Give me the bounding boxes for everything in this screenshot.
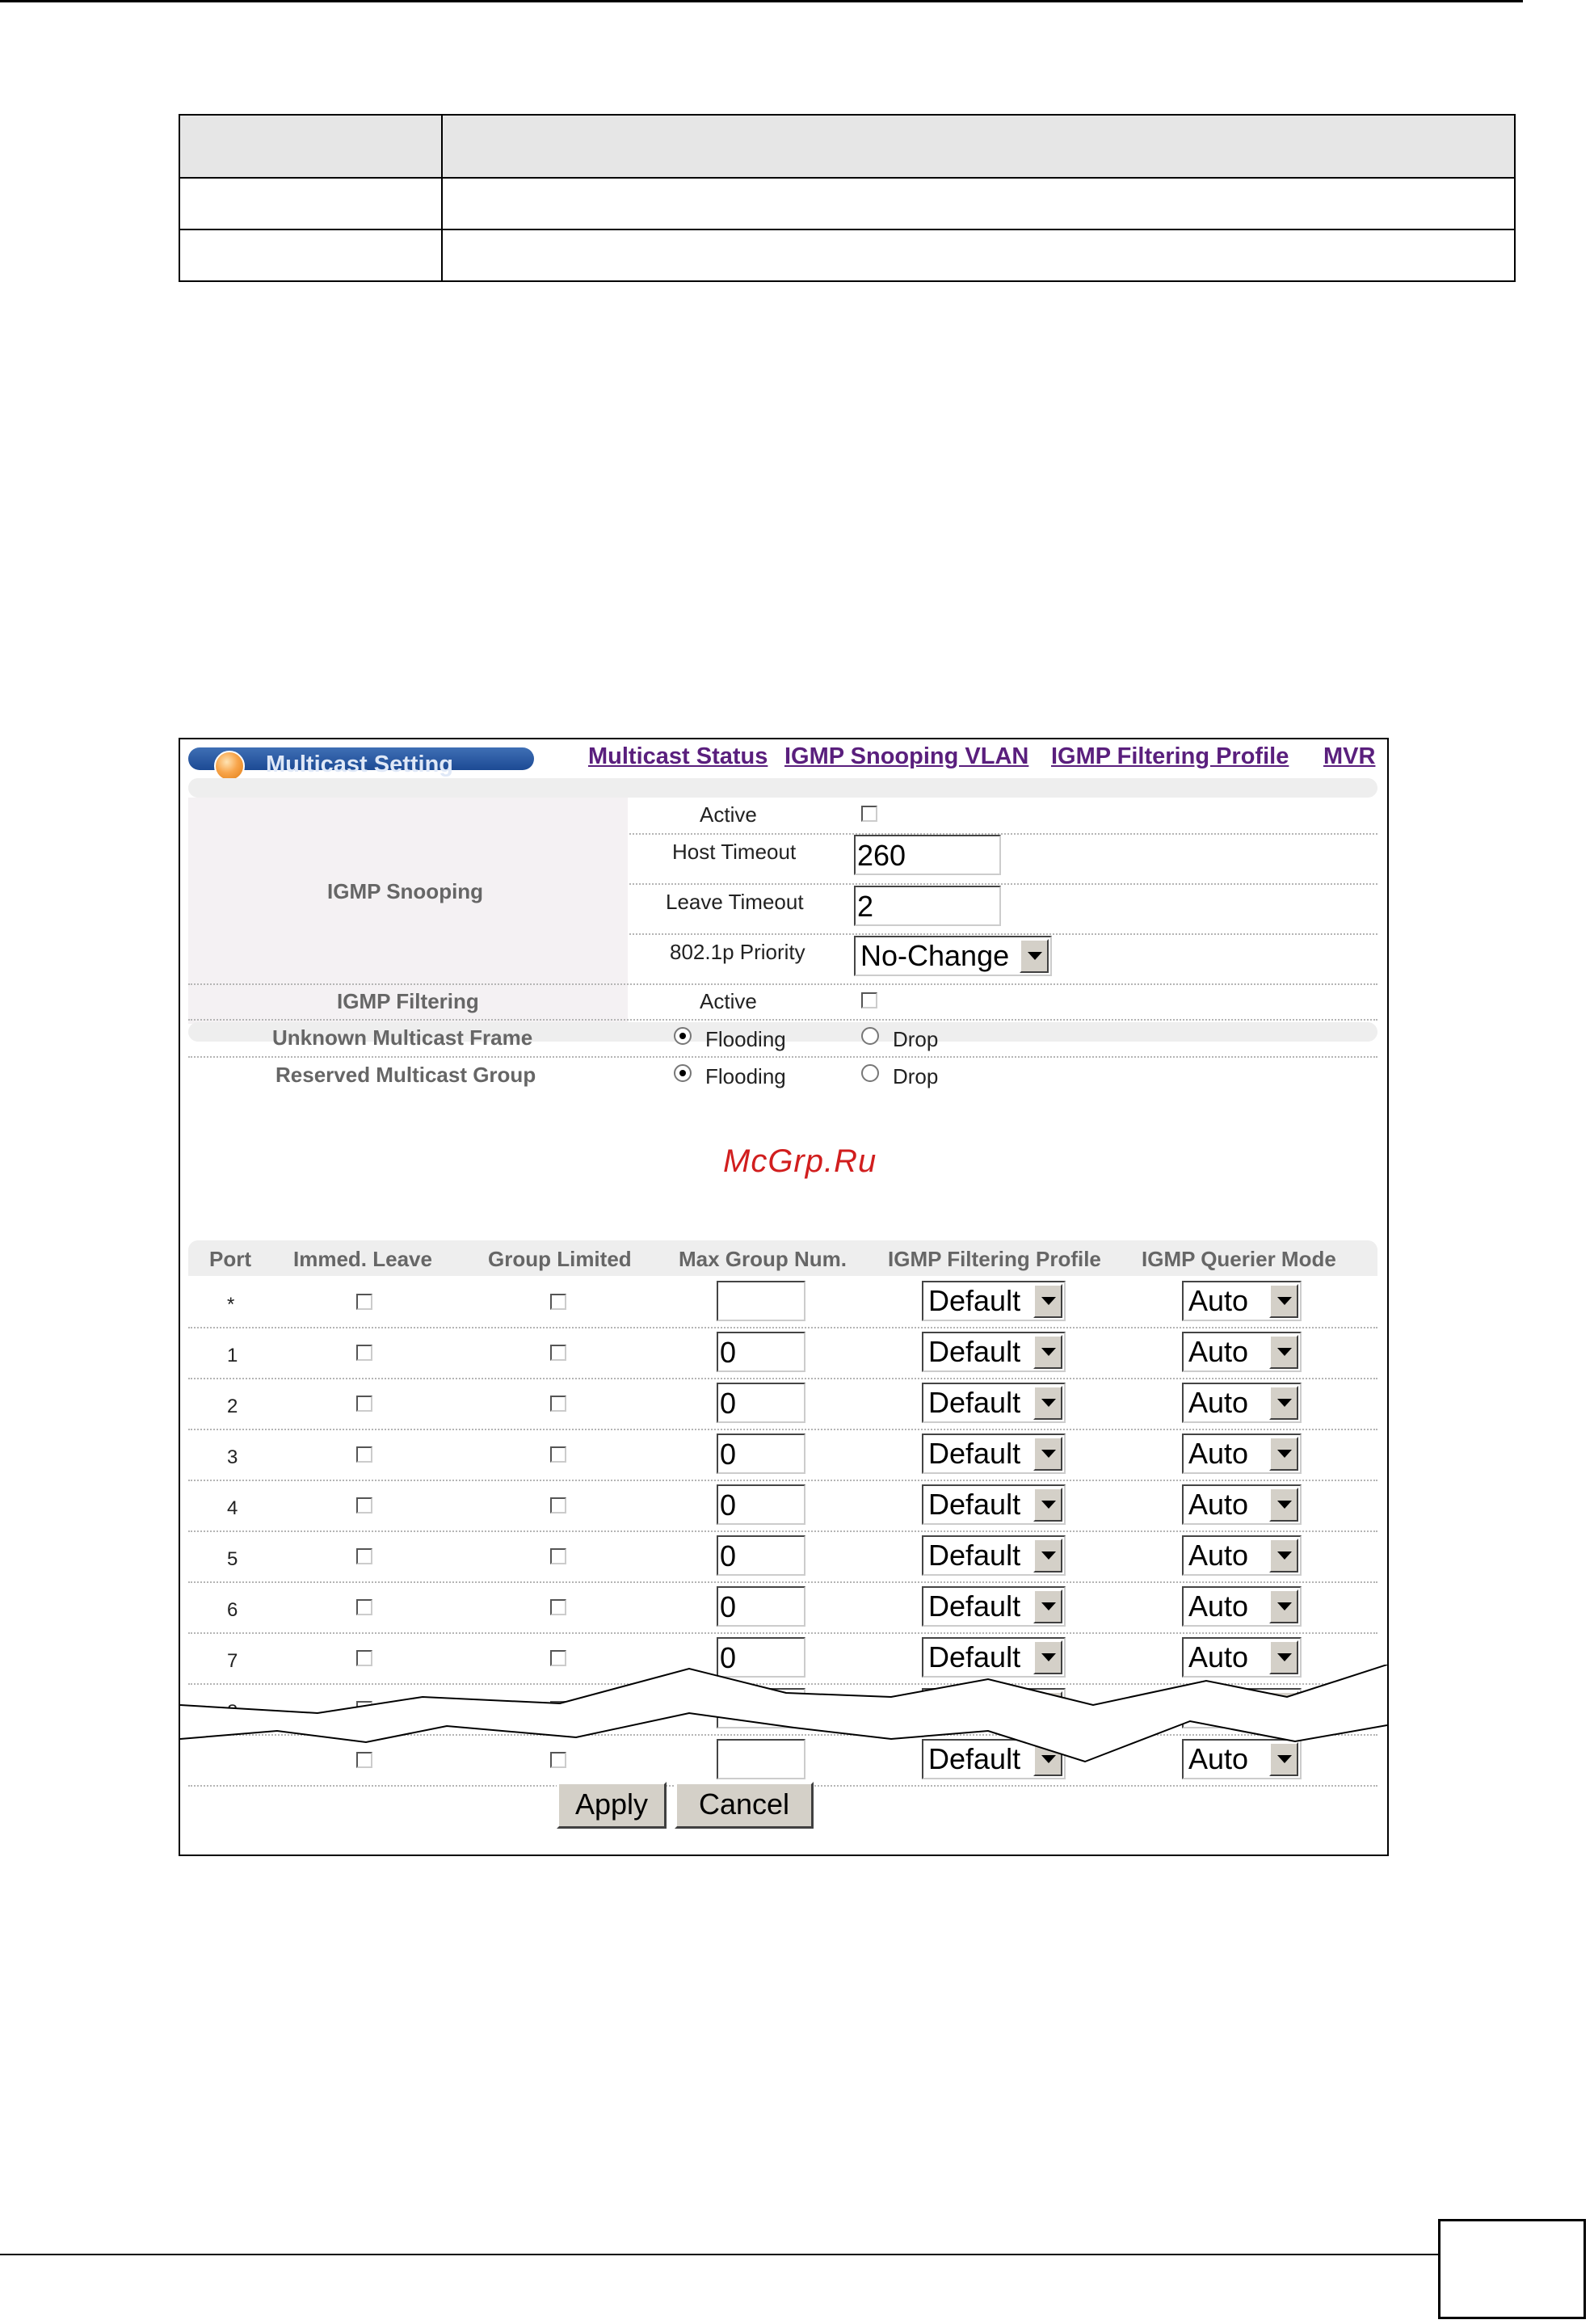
- filtering-profile-value: Default: [928, 1386, 1021, 1419]
- host-timeout-label: Host Timeout: [672, 840, 797, 864]
- col-header-group-limited: Group Limited: [488, 1247, 632, 1271]
- group-limited-checkbox[interactable]: [550, 1294, 566, 1310]
- querier-mode-select[interactable]: [1182, 1383, 1302, 1423]
- table-cell: [442, 178, 1515, 229]
- col-header-max-group-num: Max Group Num.: [679, 1247, 847, 1271]
- chevron-down-icon: [1269, 1284, 1298, 1318]
- link-igmp-filtering-profile[interactable]: IGMP Filtering Profile: [1051, 743, 1289, 769]
- divider: [188, 983, 1377, 985]
- priority-select[interactable]: [854, 936, 1052, 976]
- max-group-input[interactable]: 0: [717, 1332, 805, 1372]
- reserved-multicast-group-label: Reserved Multicast Group: [275, 1063, 536, 1087]
- group-limited-checkbox[interactable]: [550, 1446, 566, 1463]
- chevron-down-icon: [1269, 1539, 1298, 1572]
- table-row: [188, 1378, 1377, 1430]
- querier-mode-value: Auto: [1188, 1284, 1249, 1317]
- max-group-input[interactable]: 0: [717, 1434, 805, 1474]
- filtering-profile-select[interactable]: [922, 1332, 1066, 1372]
- filtering-profile-select[interactable]: [922, 1484, 1066, 1525]
- footer-rule: [0, 2254, 1438, 2255]
- table-cell: [442, 229, 1515, 281]
- apply-button[interactable]: Apply: [557, 1782, 667, 1829]
- filtering-active-checkbox[interactable]: [861, 992, 877, 1008]
- filtering-profile-value: Default: [928, 1488, 1021, 1521]
- port-number: 1: [227, 1345, 238, 1366]
- immed-leave-checkbox[interactable]: [356, 1548, 372, 1564]
- chevron-down-icon: [1033, 1488, 1062, 1522]
- snooping-active-checkbox[interactable]: [861, 806, 877, 822]
- header-rule: [0, 0, 1523, 2]
- screen-title: Multicast Setting: [266, 752, 454, 777]
- unknown-multicast-frame-label: Unknown Multicast Frame: [272, 1025, 533, 1050]
- max-group-input[interactable]: 0: [717, 1484, 805, 1525]
- filtering-active-label: Active: [700, 989, 757, 1013]
- immed-leave-checkbox[interactable]: [356, 1294, 372, 1310]
- group-limited-checkbox[interactable]: [550, 1548, 566, 1564]
- divider: [188, 1056, 1377, 1058]
- immed-leave-checkbox[interactable]: [356, 1345, 372, 1361]
- page-break-tear: [180, 1665, 1387, 1778]
- port-number: 2: [227, 1396, 238, 1417]
- table-cell: [179, 178, 442, 229]
- max-group-input[interactable]: 0: [717, 1383, 805, 1423]
- table-row: [188, 1327, 1377, 1379]
- querier-mode-value: Auto: [1188, 1335, 1249, 1368]
- unknown-drop-label: Drop: [893, 1027, 939, 1051]
- reserved-flooding-radio[interactable]: [674, 1064, 692, 1082]
- filtering-profile-value: Default: [928, 1284, 1021, 1317]
- reserved-flooding-label: Flooding: [705, 1064, 786, 1088]
- chevron-down-icon: [1269, 1386, 1298, 1420]
- filtering-profile-select[interactable]: [922, 1383, 1066, 1423]
- filtering-profile-value: Default: [928, 1437, 1021, 1470]
- immed-leave-checkbox[interactable]: [356, 1497, 372, 1514]
- group-limited-checkbox[interactable]: [550, 1599, 566, 1615]
- unknown-flooding-label: Flooding: [705, 1027, 786, 1051]
- priority-select-value: No-Change: [860, 939, 1010, 972]
- leave-timeout-input[interactable]: 2: [854, 886, 1001, 926]
- querier-mode-value: Auto: [1188, 1437, 1249, 1470]
- filtering-profile-value: Default: [928, 1742, 1021, 1775]
- table-row: [188, 1581, 1377, 1634]
- table-row: [188, 1530, 1377, 1583]
- table-row: [188, 1480, 1377, 1532]
- max-group-input[interactable]: 0: [717, 1586, 805, 1627]
- filtering-profile-value: Default: [928, 1539, 1021, 1572]
- col-header-port: Port: [209, 1247, 251, 1271]
- link-igmp-snooping-vlan[interactable]: IGMP Snooping VLAN: [784, 743, 1029, 769]
- group-limited-checkbox[interactable]: [550, 1497, 566, 1514]
- host-timeout-input[interactable]: 260: [854, 835, 1001, 875]
- page-number-box: [1438, 2219, 1586, 2319]
- table-header-cell: [442, 115, 1515, 178]
- querier-mode-value: Auto: [1188, 1386, 1249, 1419]
- port-number: 7: [227, 1650, 238, 1672]
- immed-leave-checkbox[interactable]: [356, 1599, 372, 1615]
- link-multicast-status[interactable]: Multicast Status: [588, 743, 768, 769]
- link-mvr[interactable]: MVR: [1323, 743, 1376, 769]
- max-group-input[interactable]: [717, 1281, 805, 1321]
- immed-leave-checkbox[interactable]: [356, 1650, 372, 1666]
- col-header-querier-mode: IGMP Querier Mode: [1142, 1247, 1336, 1271]
- table-row: [188, 1429, 1377, 1481]
- multicast-setting-screen: [179, 738, 1389, 1856]
- immed-leave-checkbox[interactable]: [356, 1396, 372, 1412]
- chevron-down-icon: [1269, 1589, 1298, 1623]
- snooping-active-label: Active: [700, 802, 757, 827]
- table-row: [188, 1276, 1377, 1328]
- col-header-immed-leave: Immed. Leave: [293, 1247, 432, 1271]
- querier-mode-select[interactable]: [1182, 1281, 1302, 1321]
- querier-mode-value: Auto: [1188, 1742, 1249, 1775]
- col-header-filtering-profile: IGMP Filtering Profile: [888, 1247, 1101, 1271]
- unknown-flooding-radio[interactable]: [674, 1027, 692, 1045]
- filtering-profile-value: Default: [928, 1335, 1021, 1368]
- group-limited-checkbox[interactable]: [550, 1396, 566, 1412]
- chevron-down-icon: [1033, 1589, 1062, 1623]
- querier-mode-select[interactable]: [1182, 1535, 1302, 1576]
- chevron-down-icon: [1033, 1539, 1062, 1572]
- divider: [188, 1019, 1377, 1021]
- chevron-down-icon: [1033, 1335, 1062, 1369]
- querier-mode-value: Auto: [1188, 1488, 1249, 1521]
- filtering-profile-select[interactable]: [922, 1535, 1066, 1576]
- priority-label: 802.1p Priority: [670, 940, 805, 964]
- port-number: *: [227, 1294, 235, 1316]
- chevron-down-icon: [1020, 939, 1049, 973]
- chevron-down-icon: [1033, 1284, 1062, 1318]
- chevron-down-icon: [1269, 1488, 1298, 1522]
- screen-title-bar: [188, 747, 534, 777]
- querier-mode-value: Auto: [1188, 1640, 1249, 1674]
- reserved-drop-radio[interactable]: [861, 1064, 879, 1082]
- igmp-snooping-label: IGMP Snooping: [327, 879, 484, 903]
- querier-mode-select[interactable]: [1182, 1484, 1302, 1525]
- divider: [629, 883, 1377, 885]
- table-cell: [179, 229, 442, 281]
- group-limited-checkbox[interactable]: [550, 1650, 566, 1666]
- cancel-button[interactable]: Cancel: [675, 1782, 814, 1829]
- chevron-down-icon: [1269, 1437, 1298, 1471]
- divider: [629, 933, 1377, 935]
- empty-reference-table: [179, 114, 1516, 282]
- querier-mode-value: Auto: [1188, 1539, 1249, 1572]
- querier-mode-value: Auto: [1188, 1589, 1249, 1623]
- querier-mode-select[interactable]: [1182, 1332, 1302, 1372]
- max-group-input[interactable]: 0: [717, 1535, 805, 1576]
- port-number: 5: [227, 1548, 238, 1570]
- port-number: 3: [227, 1446, 238, 1468]
- orb-icon: [214, 751, 245, 781]
- chevron-down-icon: [1033, 1437, 1062, 1471]
- group-limited-checkbox[interactable]: [550, 1345, 566, 1361]
- filtering-profile-value: Default: [928, 1589, 1021, 1623]
- divider: [629, 833, 1377, 835]
- filtering-profile-select[interactable]: [922, 1281, 1066, 1321]
- querier-mode-select[interactable]: [1182, 1434, 1302, 1474]
- filtering-profile-select[interactable]: [922, 1434, 1066, 1474]
- max-group-input[interactable]: 0: [717, 1637, 805, 1678]
- filtering-profile-value: Default: [928, 1640, 1021, 1674]
- port-number: 4: [227, 1497, 238, 1519]
- leave-timeout-label: Leave Timeout: [666, 890, 804, 914]
- port-number: 6: [227, 1599, 238, 1621]
- watermark: McGrp.Ru: [723, 1143, 877, 1179]
- immed-leave-checkbox[interactable]: [356, 1446, 372, 1463]
- igmp-filtering-label: IGMP Filtering: [337, 989, 479, 1013]
- panel-top-cap: [188, 778, 1377, 798]
- reserved-drop-label: Drop: [893, 1064, 939, 1088]
- querier-mode-select[interactable]: [1182, 1586, 1302, 1627]
- chevron-down-icon: [1269, 1335, 1298, 1369]
- filtering-profile-select[interactable]: [922, 1586, 1066, 1627]
- table-header-cell: [179, 115, 442, 178]
- unknown-drop-radio[interactable]: [861, 1027, 879, 1045]
- chevron-down-icon: [1033, 1386, 1062, 1420]
